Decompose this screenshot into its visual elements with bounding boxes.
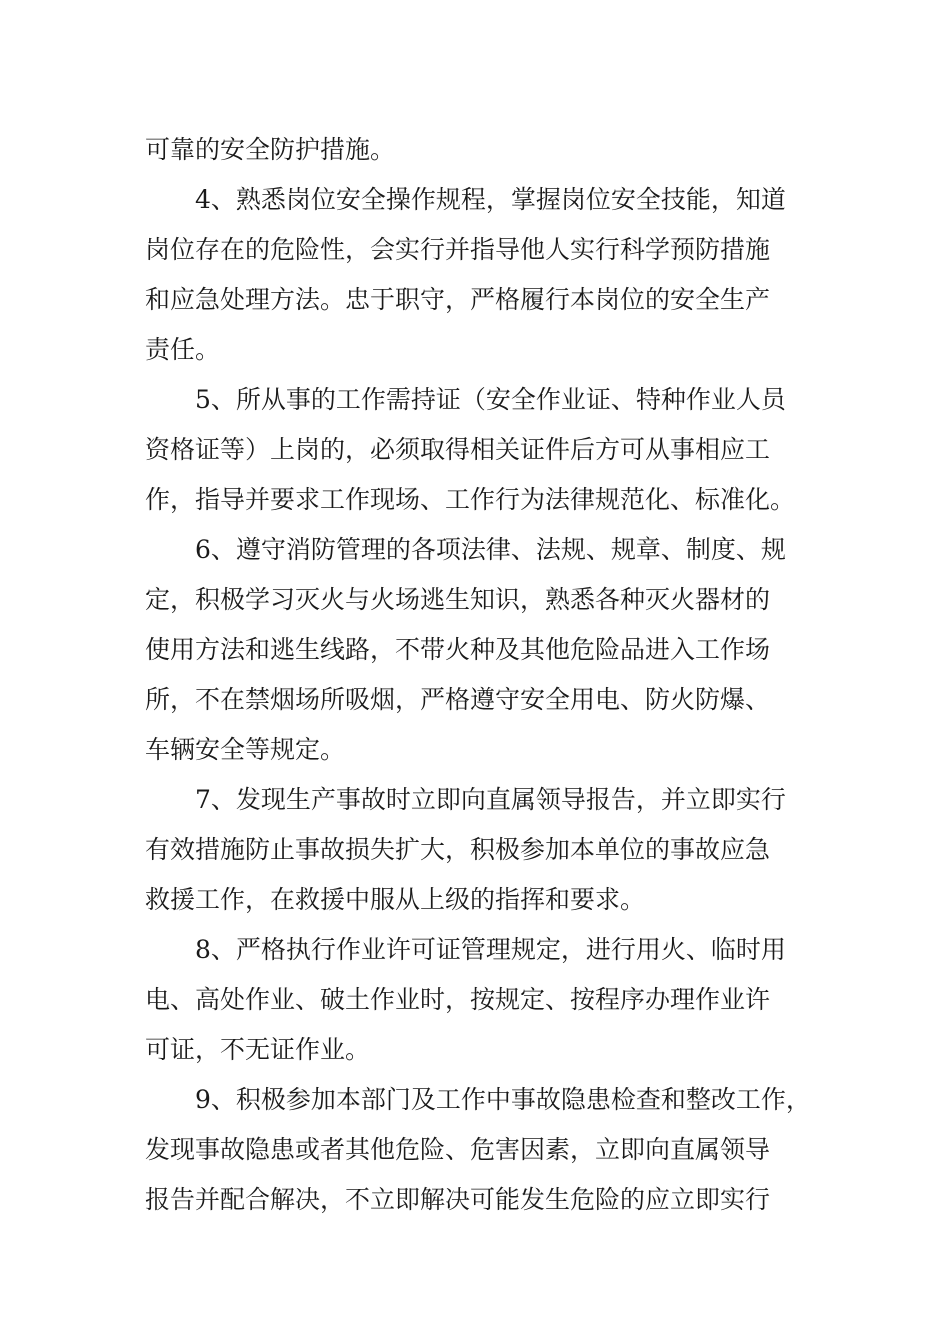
text-line: 8、严格执行作业许可证管理规定，进行用火、临时用 [195,935,786,964]
text-line: 所，不在禁烟场所吸烟，严格遵守安全用电、防火防爆、 [145,685,771,714]
text-line: 可靠的安全防护措施。 [145,135,396,164]
text-line: 电、高处作业、破土作业时，按规定、按程序办理作业许 [145,985,771,1014]
text-line: 4、熟悉岗位安全操作规程，掌握岗位安全技能，知道 [195,185,786,214]
text-line: 有效措施防止事故损失扩大，积极参加本单位的事故应急 [145,835,771,864]
text-line: 使用方法和逃生线路，不带火种及其他危险品进入工作场 [145,635,771,664]
text-line: 9、积极参加本部门及工作中事故隐患检查和整改工作， [195,1085,811,1114]
text-line: 岗位存在的危险性，会实行并指导他人实行科学预防措施 [145,235,771,264]
text-line: 救援工作，在救援中服从上级的指挥和要求。 [145,885,646,914]
text-line: 报告并配合解决，不立即解决可能发生危险的应立即实行 [145,1185,771,1214]
text-line: 发现事故隐患或者其他危险、危害因素，立即向直属领导 [145,1135,771,1164]
text-line: 和应急处理方法。忠于职守，严格履行本岗位的安全生产 [145,285,771,314]
text-line: 资格证等）上岗的，必须取得相关证件后方可从事相应工 [145,435,771,464]
text-line: 作，指导并要求工作现场、工作行为法律规范化、标准化。 [145,485,796,514]
text-line: 5、所从事的工作需持证（安全作业证、特种作业人员 [195,385,786,414]
text-line: 车辆安全等规定。 [145,735,346,764]
text-line: 责任。 [145,335,221,364]
text-line: 7、发现生产事故时立即向直属领导报告，并立即实行 [195,785,786,814]
text-line: 定，积极学习灭火与火场逃生知识，熟悉各种灭火器材的 [145,585,771,614]
text-line: 可证，不无证作业。 [145,1035,371,1064]
text-line: 6、遵守消防管理的各项法律、法规、规章、制度、规 [195,535,786,564]
